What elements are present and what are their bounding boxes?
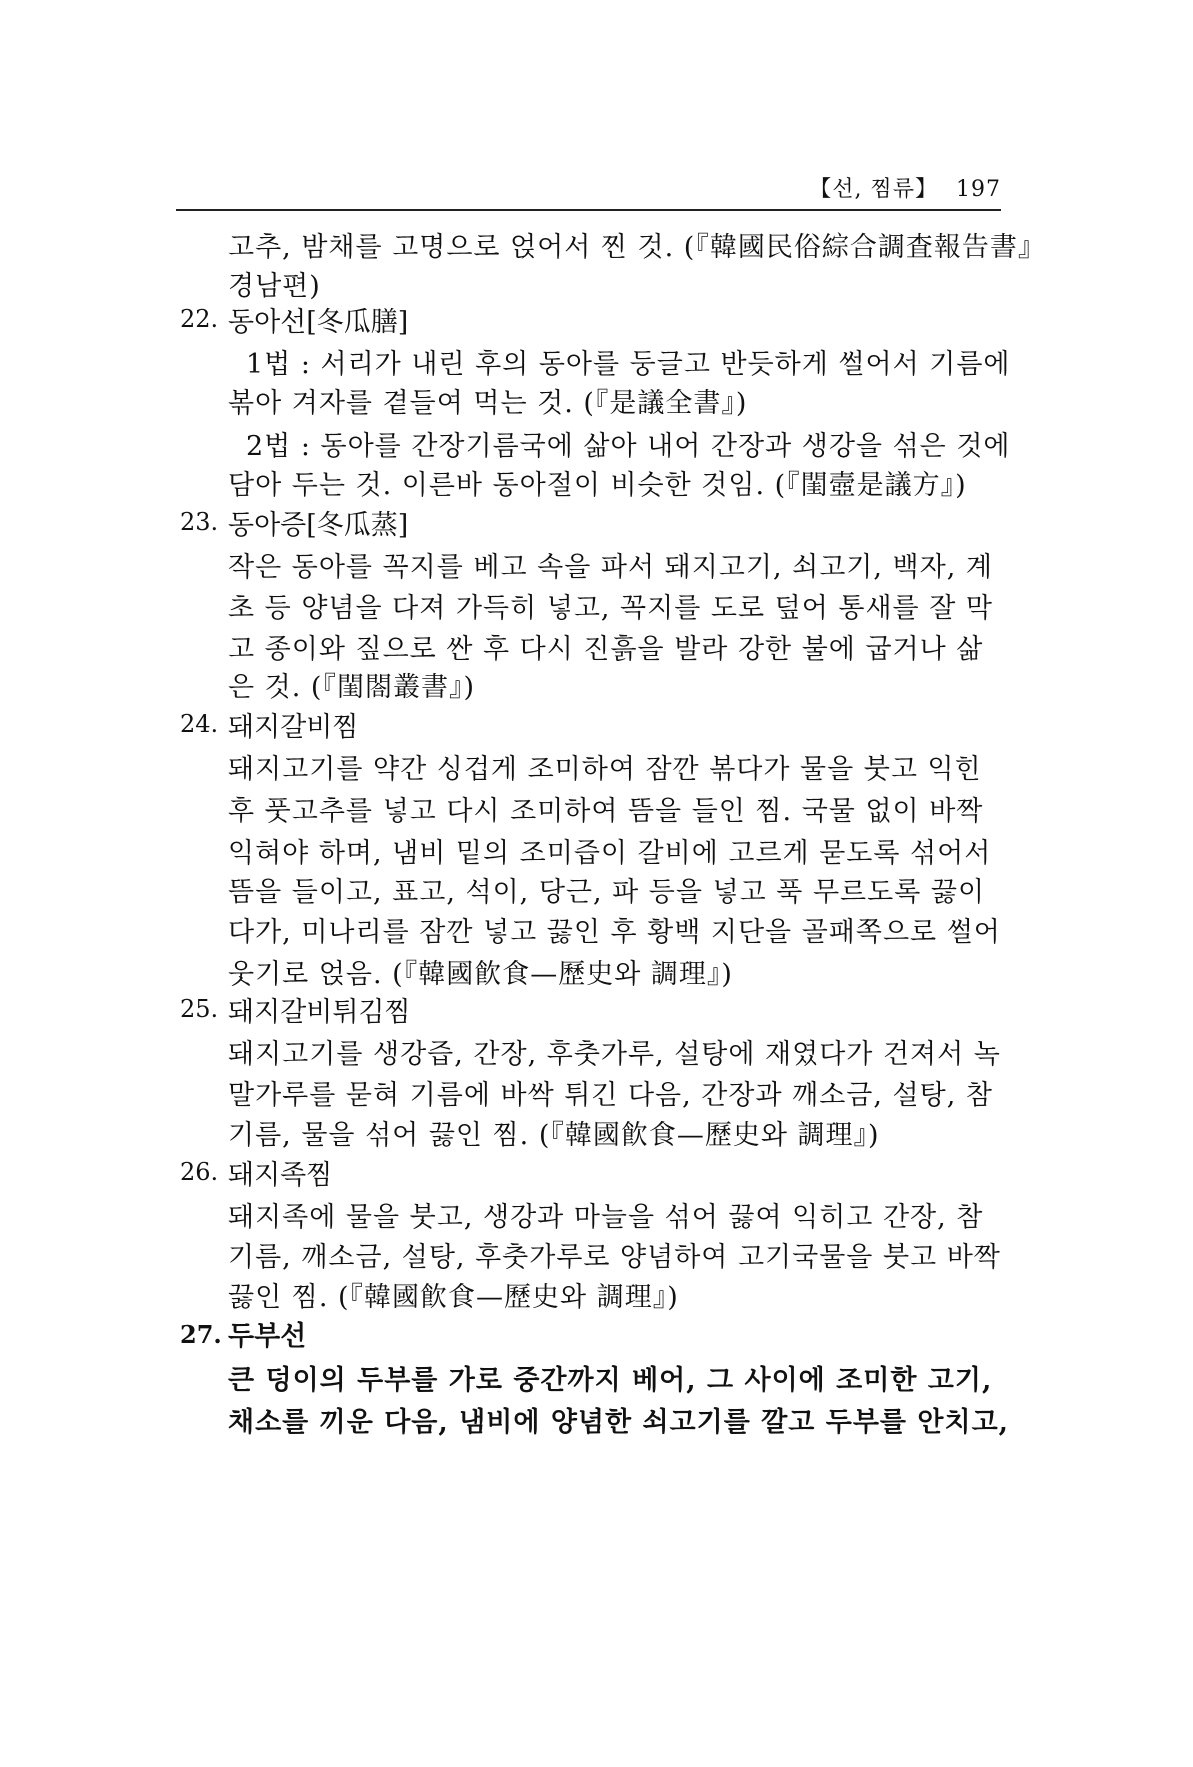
section-title: 【선, 찜류】 bbox=[809, 177, 938, 202]
text-line: 웃기로 얹음. (『韓國飮食—歷史와 調理』) bbox=[228, 959, 733, 990]
text-line: 돼지고기를 생강즙, 간장, 후춧가루, 설탕에 재였다가 건져서 녹 bbox=[228, 1039, 1001, 1070]
text-line: 끓인 찜. (『韓國飮食—歷史와 調理』) bbox=[228, 1282, 679, 1313]
page-number: 197 bbox=[956, 177, 1001, 202]
entry-number: 25. bbox=[180, 995, 219, 1023]
entry-number: 23. bbox=[180, 508, 219, 536]
entry-number: 22. bbox=[180, 305, 219, 333]
text-line: 기름, 깨소금, 설탕, 후춧가루로 양념하여 고기국물을 붓고 바짝 bbox=[228, 1242, 1001, 1273]
text-line: 다가, 미나리를 잠깐 넣고 끓인 후 황백 지단을 골패쪽으로 썰어 bbox=[228, 917, 1001, 948]
text-line: 고 종이와 짚으로 싼 후 다시 진흙을 발라 강한 불에 굽거나 삶 bbox=[228, 634, 984, 665]
text-line: 돼지고기를 약간 싱겁게 조미하여 잠깐 볶다가 물을 붓고 익힌 bbox=[228, 754, 982, 785]
entry-title: 돼지갈비튀김찜 bbox=[228, 997, 411, 1028]
text-line: 초 등 양념을 다져 가득히 넣고, 꼭지를 도로 덮어 통새를 잘 막 bbox=[228, 593, 993, 624]
text-line: 고추, 밤채를 고명으로 얹어서 찐 것. (『韓國民俗綜合調査報告書』 bbox=[228, 232, 1046, 263]
text-line: 돼지족에 물을 붓고, 생강과 마늘을 섞어 끓여 익히고 간장, 참 bbox=[228, 1202, 984, 1233]
entry-title: 두부선 bbox=[228, 1321, 307, 1352]
text-line: 후 풋고추를 넣고 다시 조미하여 뜸을 들인 찜. 국물 없이 바짝 bbox=[228, 796, 984, 827]
text-line: 채소를 끼운 다음, 냄비에 양념한 쇠고기를 깔고 두부를 안치고, bbox=[228, 1407, 1010, 1438]
text-line: 볶아 겨자를 곁들여 먹는 것. (『是議全書』) bbox=[228, 388, 748, 419]
text-line: 큰 덩이의 두부를 가로 중간까지 베어, 그 사이에 조미한 고기, bbox=[228, 1365, 993, 1396]
text-line: 1법 : 서리가 내린 후의 동아를 둥글고 반듯하게 썰어서 기름에 bbox=[246, 349, 1011, 380]
running-header-text bbox=[809, 172, 1001, 203]
entry-title: 돼지갈비찜 bbox=[228, 712, 359, 743]
header-rule bbox=[176, 209, 1001, 211]
entry-title: 동아증[冬瓜蒸] bbox=[228, 510, 409, 541]
running-header bbox=[176, 172, 1001, 212]
text-line: 은 것. (『閨閤叢書』) bbox=[228, 672, 475, 703]
entry-title: 돼지족찜 bbox=[228, 1160, 333, 1191]
entry-number: 27. bbox=[180, 1320, 222, 1349]
text-line: 작은 동아를 꼭지를 베고 속을 파서 돼지고기, 쇠고기, 백자, 계 bbox=[228, 552, 993, 583]
text-line: 담아 두는 것. 이른바 동아절이 비슷한 것임. (『閨壼是議方』) bbox=[228, 470, 967, 501]
entry-number: 26. bbox=[180, 1158, 219, 1186]
text-line: 뜸을 들이고, 표고, 석이, 당근, 파 등을 넣고 푹 무르도록 끓이 bbox=[228, 877, 986, 908]
text-line: 경남편) bbox=[228, 271, 321, 302]
text-line: 2법 : 동아를 간장기름국에 삶아 내어 간장과 생강을 섞은 것에 bbox=[246, 431, 1011, 462]
text-line: 기름, 물을 섞어 끓인 찜. (『韓國飮食—歷史와 調理』) bbox=[228, 1120, 880, 1151]
entry-number: 24. bbox=[180, 710, 219, 738]
text-line: 익혀야 하며, 냄비 밑의 조미즙이 갈비에 고르게 묻도록 섞어서 bbox=[228, 838, 992, 869]
text-line: 말가루를 묻혀 기름에 바싹 튀긴 다음, 간장과 깨소금, 설탕, 참 bbox=[228, 1080, 993, 1111]
entry-title: 동아선[冬瓜膳] bbox=[228, 307, 409, 338]
